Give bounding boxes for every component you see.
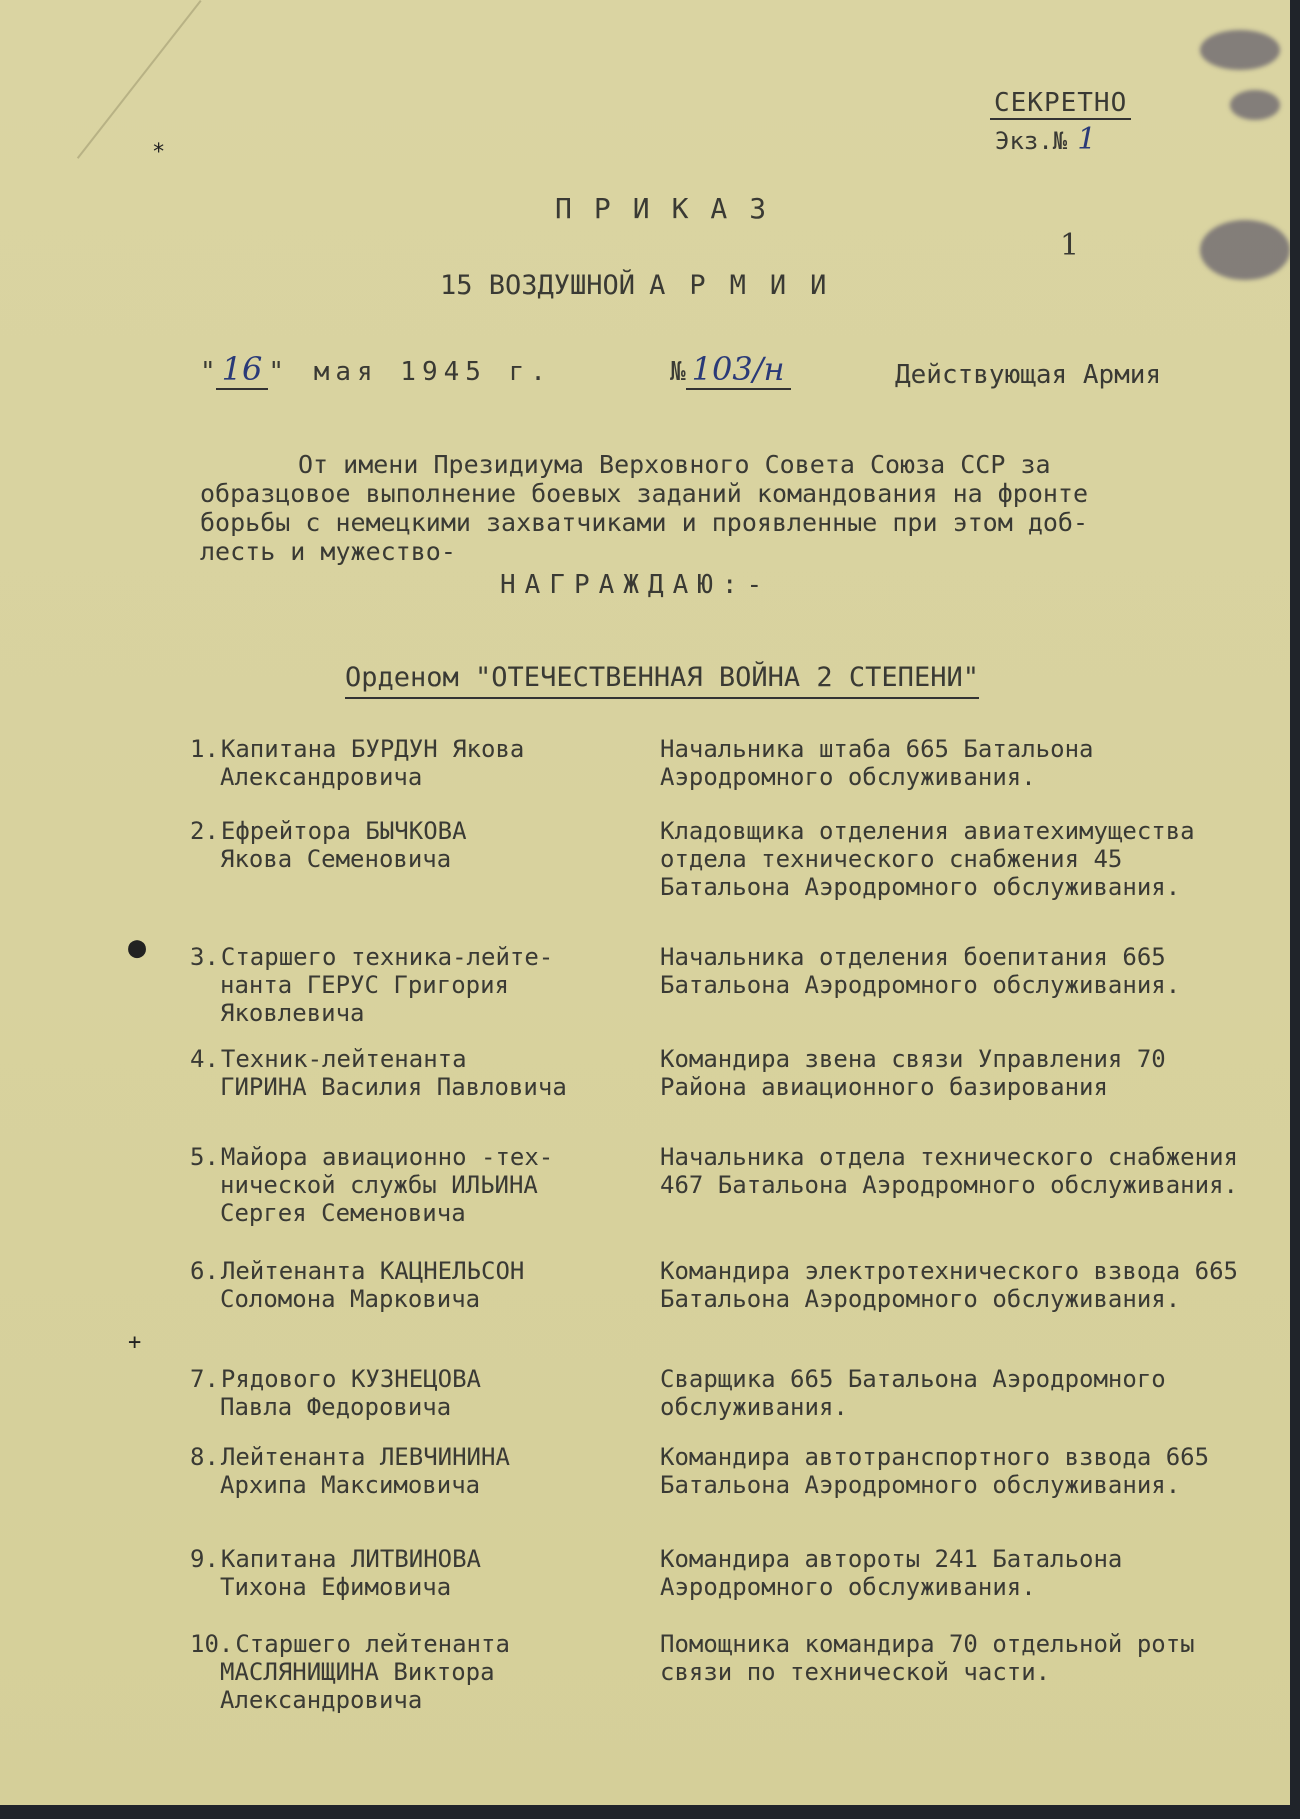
- awardee-name: 7.Рядового КУЗНЕЦОВА Павла Федоровича: [190, 1365, 481, 1421]
- ink-stain: [1230, 90, 1280, 120]
- awardee-name: 1.Капитана БУРДУН Якова Александровича: [190, 735, 525, 791]
- ink-stain: [1200, 30, 1280, 70]
- issuing-unit: [440, 270, 850, 301]
- classification-stamp: СЕКРЕТНО: [990, 88, 1131, 118]
- punch-mark: +: [128, 1330, 142, 1355]
- preamble-line: лесть и мужество-: [200, 537, 456, 566]
- order-number: [670, 350, 791, 388]
- order-day-handwritten: 16: [216, 350, 269, 390]
- awardee-position: Помощника командира 70 отдельной роты связи по технической части.: [660, 1630, 1195, 1686]
- order-date: " 16 " мая 1945 г.: [200, 350, 552, 388]
- awardee-position: Начальника отделения боепитания 665 Батальона Аэродромного обслуживания.: [660, 943, 1181, 999]
- army-number: 15 ВОЗДУШНОЙ: [440, 270, 636, 301]
- preamble-line: образцовое выполнение боевых заданий командования на фронте: [200, 479, 1089, 508]
- scan-edge-right: [1290, 0, 1300, 1819]
- awardee-position: Сварщика 665 Батальона Аэродромного обслуживания.: [660, 1365, 1166, 1421]
- awardee-position: Командира звена связи Управления 70 Района авиационного базирования: [660, 1045, 1166, 1101]
- preamble-line: борьбы с немецкими захватчиками и проявленные при этом доб-: [200, 508, 1089, 537]
- awardee-position: Начальника штаба 665 Батальона Аэродромного обслуживания.: [660, 735, 1094, 791]
- copy-number-handwritten: 1: [1077, 122, 1097, 157]
- award-verb: НАГРАЖДАЮ:-: [500, 570, 772, 600]
- order-location: Действующая Армия: [895, 360, 1162, 390]
- awardee-position: Начальника отдела технического снабжения 467 Батальона Аэродромного обслуживания.: [660, 1143, 1238, 1199]
- awardee-position: Командира электротехнического взвода 665 Батальона Аэродромного обслуживания.: [660, 1257, 1238, 1313]
- awardee-name: 10.Старшего лейтенанта МАСЛЯНИЩИНА Виктора Александровича: [190, 1630, 510, 1714]
- preamble: [200, 450, 1210, 566]
- punch-mark: *: [152, 140, 166, 165]
- awardee-name: 8.Лейтенанта ЛЕВЧИНИНА Архипа Максимовича: [190, 1443, 510, 1499]
- preamble-line: От имени Президиума Верховного Совета Союза ССР за: [298, 450, 1051, 479]
- order-number-label: №: [670, 357, 686, 387]
- awardee-name: 2.Ефрейтора БЫЧКОВА Якова Семеновича: [190, 817, 467, 873]
- awardee-name: 9.Капитана ЛИТВИНОВА Тихона Ефимовича: [190, 1545, 481, 1601]
- awardee-name: 4.Техник-лейтенанта ГИРИНА Василия Павловича: [190, 1045, 567, 1101]
- order-number-handwritten: 103/н: [686, 350, 791, 390]
- order-heading: Орденом "ОТЕЧЕСТВЕННАЯ ВОЙНА 2 СТЕПЕНИ": [345, 662, 979, 699]
- order-month-year: мая 1945 г.: [313, 357, 552, 387]
- page-number: 1: [1060, 228, 1080, 263]
- awardee-position: Кладовщика отделения авиатехимущества отдела технического снабжения 45 Батальона Аэродромного обслуживания.: [660, 817, 1195, 901]
- army-word: АРМИИ: [649, 270, 851, 301]
- awardee-name: 5.Майора авиационно -тех- нической службы ИЛЬИНА Сергея Семеновича: [190, 1143, 554, 1227]
- paper-crease: [77, 0, 202, 159]
- awardee-name: 3.Старшего техника-лейте- нанта ГЕРУС Григория Яковлевича: [190, 943, 554, 1027]
- copy-number: [995, 122, 1096, 157]
- copy-label: Экз.№: [995, 127, 1068, 155]
- scan-edge-bottom: [0, 1805, 1300, 1819]
- ink-stain: [1200, 220, 1290, 280]
- punch-hole-mark: ●: [128, 930, 147, 965]
- awardee-position: Командира автотранспортного взвода 665 Батальона Аэродромного обслуживания.: [660, 1443, 1210, 1499]
- awardee-name: 6.Лейтенанта КАЦНЕЛЬСОН Соломона Марковича: [190, 1257, 525, 1313]
- awardee-position: Командира автороты 241 Батальона Аэродромного обслуживания.: [660, 1545, 1123, 1601]
- document-title: ПРИКАЗ: [555, 192, 789, 225]
